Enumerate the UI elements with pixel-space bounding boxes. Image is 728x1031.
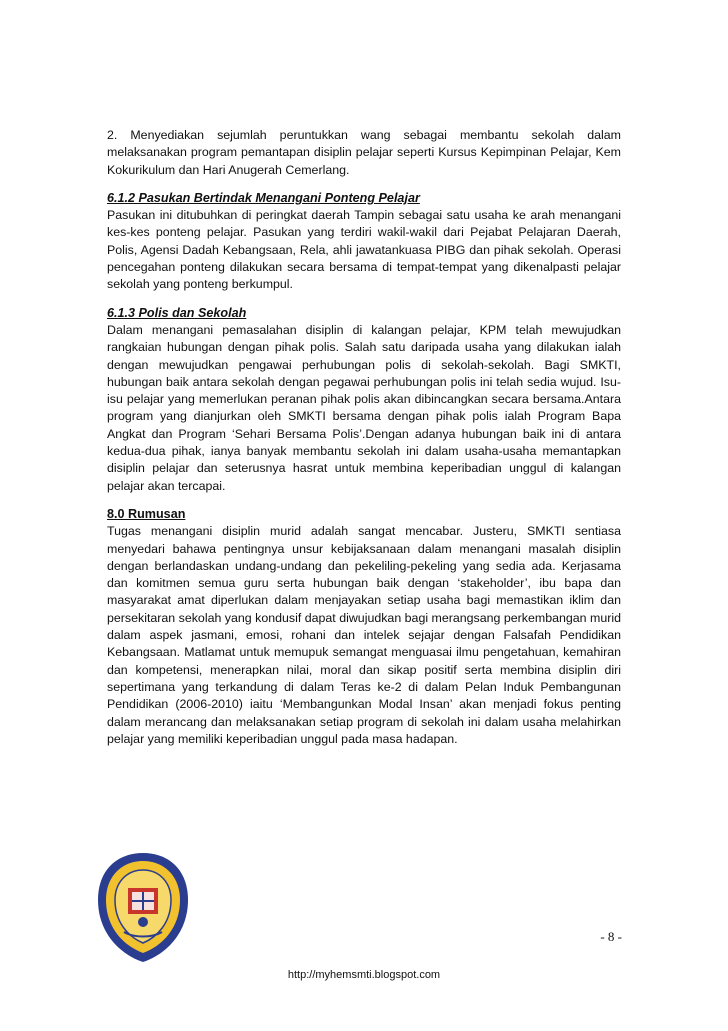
document-body [107, 127, 621, 748]
footer-url[interactable]: http://myhemsmti.blogspot.com [287, 969, 441, 981]
paragraph-allocation: 2. Menyediakan sejumlah peruntukkan wang sebagai membantu sekolah dalam melaksanakan program pemantapan disiplin pelajar seperti Kursus Kepimpinan Pelajar, Kem Kokurikulum dan Hari Anugerah Cemerlang. [107, 128, 621, 177]
school-crest-icon [94, 850, 192, 965]
section-heading-6-1-2: 6.1.2 Pasukan Bertindak Menangani Ponteng Pelajar [107, 190, 420, 205]
section-heading-6-1-3: 6.1.3 Polis dan Sekolah [107, 305, 247, 320]
paragraph-conclusion: Tugas menangani disiplin murid adalah sangat mencabar. Justeru, SMKTI sentiasa menyedari bahawa pentingnya unsur kebijaksanaan dalam menangani masalah disiplin dengan berlandaskan undang-undang dan pekeliling-pekeling yang sedia ada. Kerjasama dan komitmen semua guru serta hubungan baik dengan ‘stakeholder’, ibu bapa dan masyarakat amat diperlukan dalam menjayakan setiap usaha bagi memastikan iklim dan persekitaran sekolah yang kondusif dapat diwujudkan bagi merangsang perkembangan murid dalam aspek jasmani, emosi, rohani dan intelek sejajar dengan Falsafah Pendidikan Kebangsaan. Matlamat untuk memupuk semangat menguasai ilmu pengetahuan, kemahiran dan kompetensi, menerapkan nilai, moral dan sikap positif serta membina disiplin diri sepertimana yang terkandung di dalam Teras ke-2 di dalam Pelan Induk Pembangunan Pendidikan (2006-2010) iaitu ‘Membangunkan Modal Insan’ akan menjadi fokus penting dalam merancang dan melaksanakan setiap program di sekolah ini dalam usaha melahirkan pelajar yang memiliki keperibadian unggul pada masa hadapan. [107, 524, 621, 746]
paragraph-police-and-school: Dalam menangani pemasalahan disiplin di kalangan pelajar, KPM telah mewujudkan rangkaian hubungan dengan pihak polis. Salah satu daripada usaha yang dilakukan ialah dengan mewujudkan pengawai perhubungan polis di sekolah-sekolah. Bagi SMKTI, hubungan baik antara sekolah dengan pegawai perhubungan polis ini telah sedia wujud. Isu-isu pelajar yang memerlukan peranan pihak polis akan dibincangkan secara bersama.Antara program yang dianjurkan oleh SMKTI bersama dengan pihak polis ialah Program Bapa Angkat dan Program ‘Sehari Bersama Polis’.Dengan adanya hubungan baik ini di antara kedua-dua pihak, ianya banyak membantu sekolah ini dalam usaha-usaha memantapkan disiplin pelajar dan seterusnya hasrat untuk membina keperibadian unggul di kalangan pelajar akan tercapai. [107, 322, 621, 493]
section-heading-8-0: 8.0 Rumusan [107, 506, 186, 521]
page-number: - 8 - [600, 929, 622, 944]
paragraph-truancy-task-force: Pasukan ini ditubuhkan di peringkat daerah Tampin sebagai satu usaha ke arah menangani kes-kes ponteng pelajar. Pasukan yang terdiri wakil-wakil dari Pejabat Pelajaran Daerah, Polis, Agensi Dadah Kebangsaan, Rela, ahli jawatankuasa PIBG dan pihak sekolah. Operasi pencegahan ponteng dilakukan secara bersama di tempat-tempat yang dikenalpasti pelajar sekolah yang ponteng berkumpul. [107, 208, 621, 292]
